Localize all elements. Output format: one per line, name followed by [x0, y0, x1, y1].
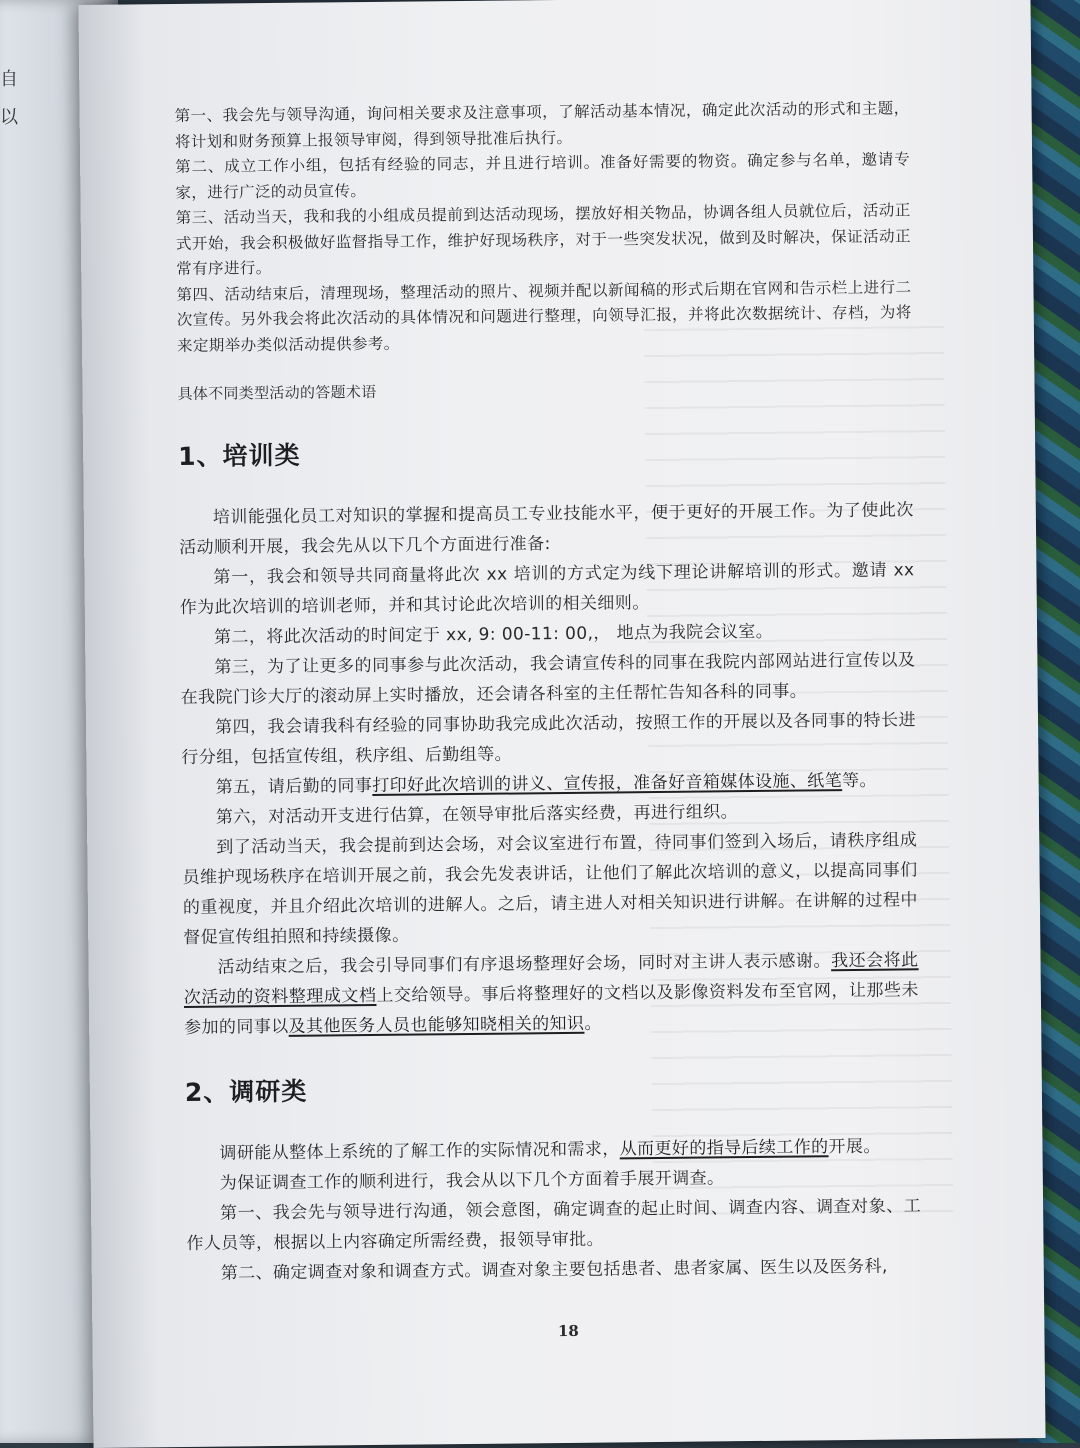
underlined-text: 及其他医务人员也能够知晓相关的知识 — [288, 1013, 585, 1037]
training-section-body — [179, 495, 920, 1043]
training-paragraph: 第一，我会和领导共同商量将此次 xx 培训的方式定为线下理论讲解培训的形式。邀请 xx 作为此次培训的培训老师，并和其讨论此次培训的相关细则。 — [179, 560, 915, 618]
lead-line: 具体不同类型活动的答题术语 — [177, 382, 377, 404]
training-paragraph: 第四，我会请我科有经验的同事协助我完成此次活动，按照工作的开展以及各同事的特长进行分组，包括宣传组，秩序组、后勤组等。 — [181, 710, 917, 768]
section-heading-training: 1、培训类 — [178, 440, 301, 472]
page-number: 18 — [557, 1321, 579, 1341]
research-section-body — [185, 1131, 922, 1289]
text-run: 开展。 — [828, 1136, 881, 1158]
underlined-text: 从而更好的指导后续工作的 — [619, 1137, 829, 1160]
training-paragraph: 第三，为了让更多的同事参与此次活动，我会请宣传科的同事在我院内部网站进行宣传以及在我院门诊大厅的滚动屏上实时播放，还会请各科室的主任帮忙告知各科的同事。 — [180, 650, 916, 708]
training-paragraph: 到了活动当天，我会提前到达会场，对会议室进行布置，待同事们签到入场后，请秩序组成员维护现场秩序在培训开展之前，我会先发表讲话，让他们了解此次培训的意义，以提高同事们的重视度，并且介绍此次培训的进解人。之后，请主进人对相关知识进行讲解。在讲解的过程中督促宣传组拍照和持续摄像。 — [182, 830, 918, 948]
intro-steps — [175, 96, 913, 359]
intro-step-3: 第三、活动当天，我和我的小组成员提前到达活动现场，摆放好相关物品，协调各组人员就位后，活动正式开始，我会积极做好监督指导工作，维护好现场秩序，对于一些突发状况，做到及时解决，保证活动正常有序进行。 — [175, 201, 912, 279]
training-paragraph: 培训能强化员工对知识的掌握和提高员工专业技能水平，便于更好的开展工作。为了使此次活动顺利开展，我会先从以下几个方面进行准备: — [179, 500, 914, 558]
text-run: 第五，请后勤的同事 — [215, 775, 373, 798]
page-content — [175, 96, 922, 1289]
text-run: 上交给领导。事后将整理好的文档以及影像资料发布至官网，让那些未参加的同事以 — [184, 980, 919, 1038]
training-paragraph: 第六，对活动开支进行估算，在领导审批后落实经费，再进行组织。 — [215, 802, 739, 828]
section-heading-research: 2、调研类 — [184, 1076, 308, 1107]
intro-step-4: 第四、活动结束后，清理现场，整理活动的照片、视频并配以新闻稿的形式后期在官网和告示栏上进行二次宣传。另外我会将此次活动的具体情况和问题进行整理，向领导汇报，并将此次数据统计、存档，为将来定期举办类似活动提供参考。 — [176, 277, 912, 355]
research-paragraph: 第一、我会先与领导进行沟通，领会意图，确定调查的起止时间、调查内容、调查对象、工作人员等，根据以上内容确定所需经费，报领导审批。 — [186, 1196, 922, 1254]
research-paragraph: 第二、确定调查对象和调查方式。调查对象主要包括患者、患者家属、医生以及医务科, — [220, 1256, 888, 1284]
document-page — [78, 0, 1045, 1448]
text-run: 等。 — [841, 770, 877, 792]
training-paragraph-underlined — [183, 945, 919, 1043]
previous-page-text: 自 以 — [0, 69, 18, 127]
underlined-text: 打印好此次培训的讲义、宣传报，准备好音箱媒体设施、纸笔 — [372, 771, 843, 796]
intro-step-1: 第一、我会先与领导沟通，询问相关要求及注意事项，了解活动基本情况，确定此次活动的形式和主题，将计划和财务预算上报领导审阅，得到领导批准后执行。 — [174, 99, 910, 151]
text-run: 。 — [584, 1013, 602, 1034]
training-paragraph: 第二，将此次活动的时间定于 xx, 9: 00-11: 00,， 地点为我院会议室。 — [213, 621, 774, 648]
underlined-text: 我还会将此次活动的资料整理成文档 — [183, 950, 919, 1008]
intro-step-2: 第二、成立工作小组，包括有经验的同志，并且进行培训。准备好需要的物资。确定参与名单，邀请专家，进行广泛的动员宣传。 — [175, 150, 911, 202]
text-run: 活动结束之后，我会引导同事们有序退场整理好会场，同时对主讲人表示感谢。 — [217, 951, 832, 978]
research-paragraph: 为保证调查工作的顺利进行，我会从以下几个方面着手展开调查。 — [219, 1168, 725, 1194]
text-run: 调研能从整体上系统的了解工作的实际情况和需求， — [219, 1139, 620, 1164]
